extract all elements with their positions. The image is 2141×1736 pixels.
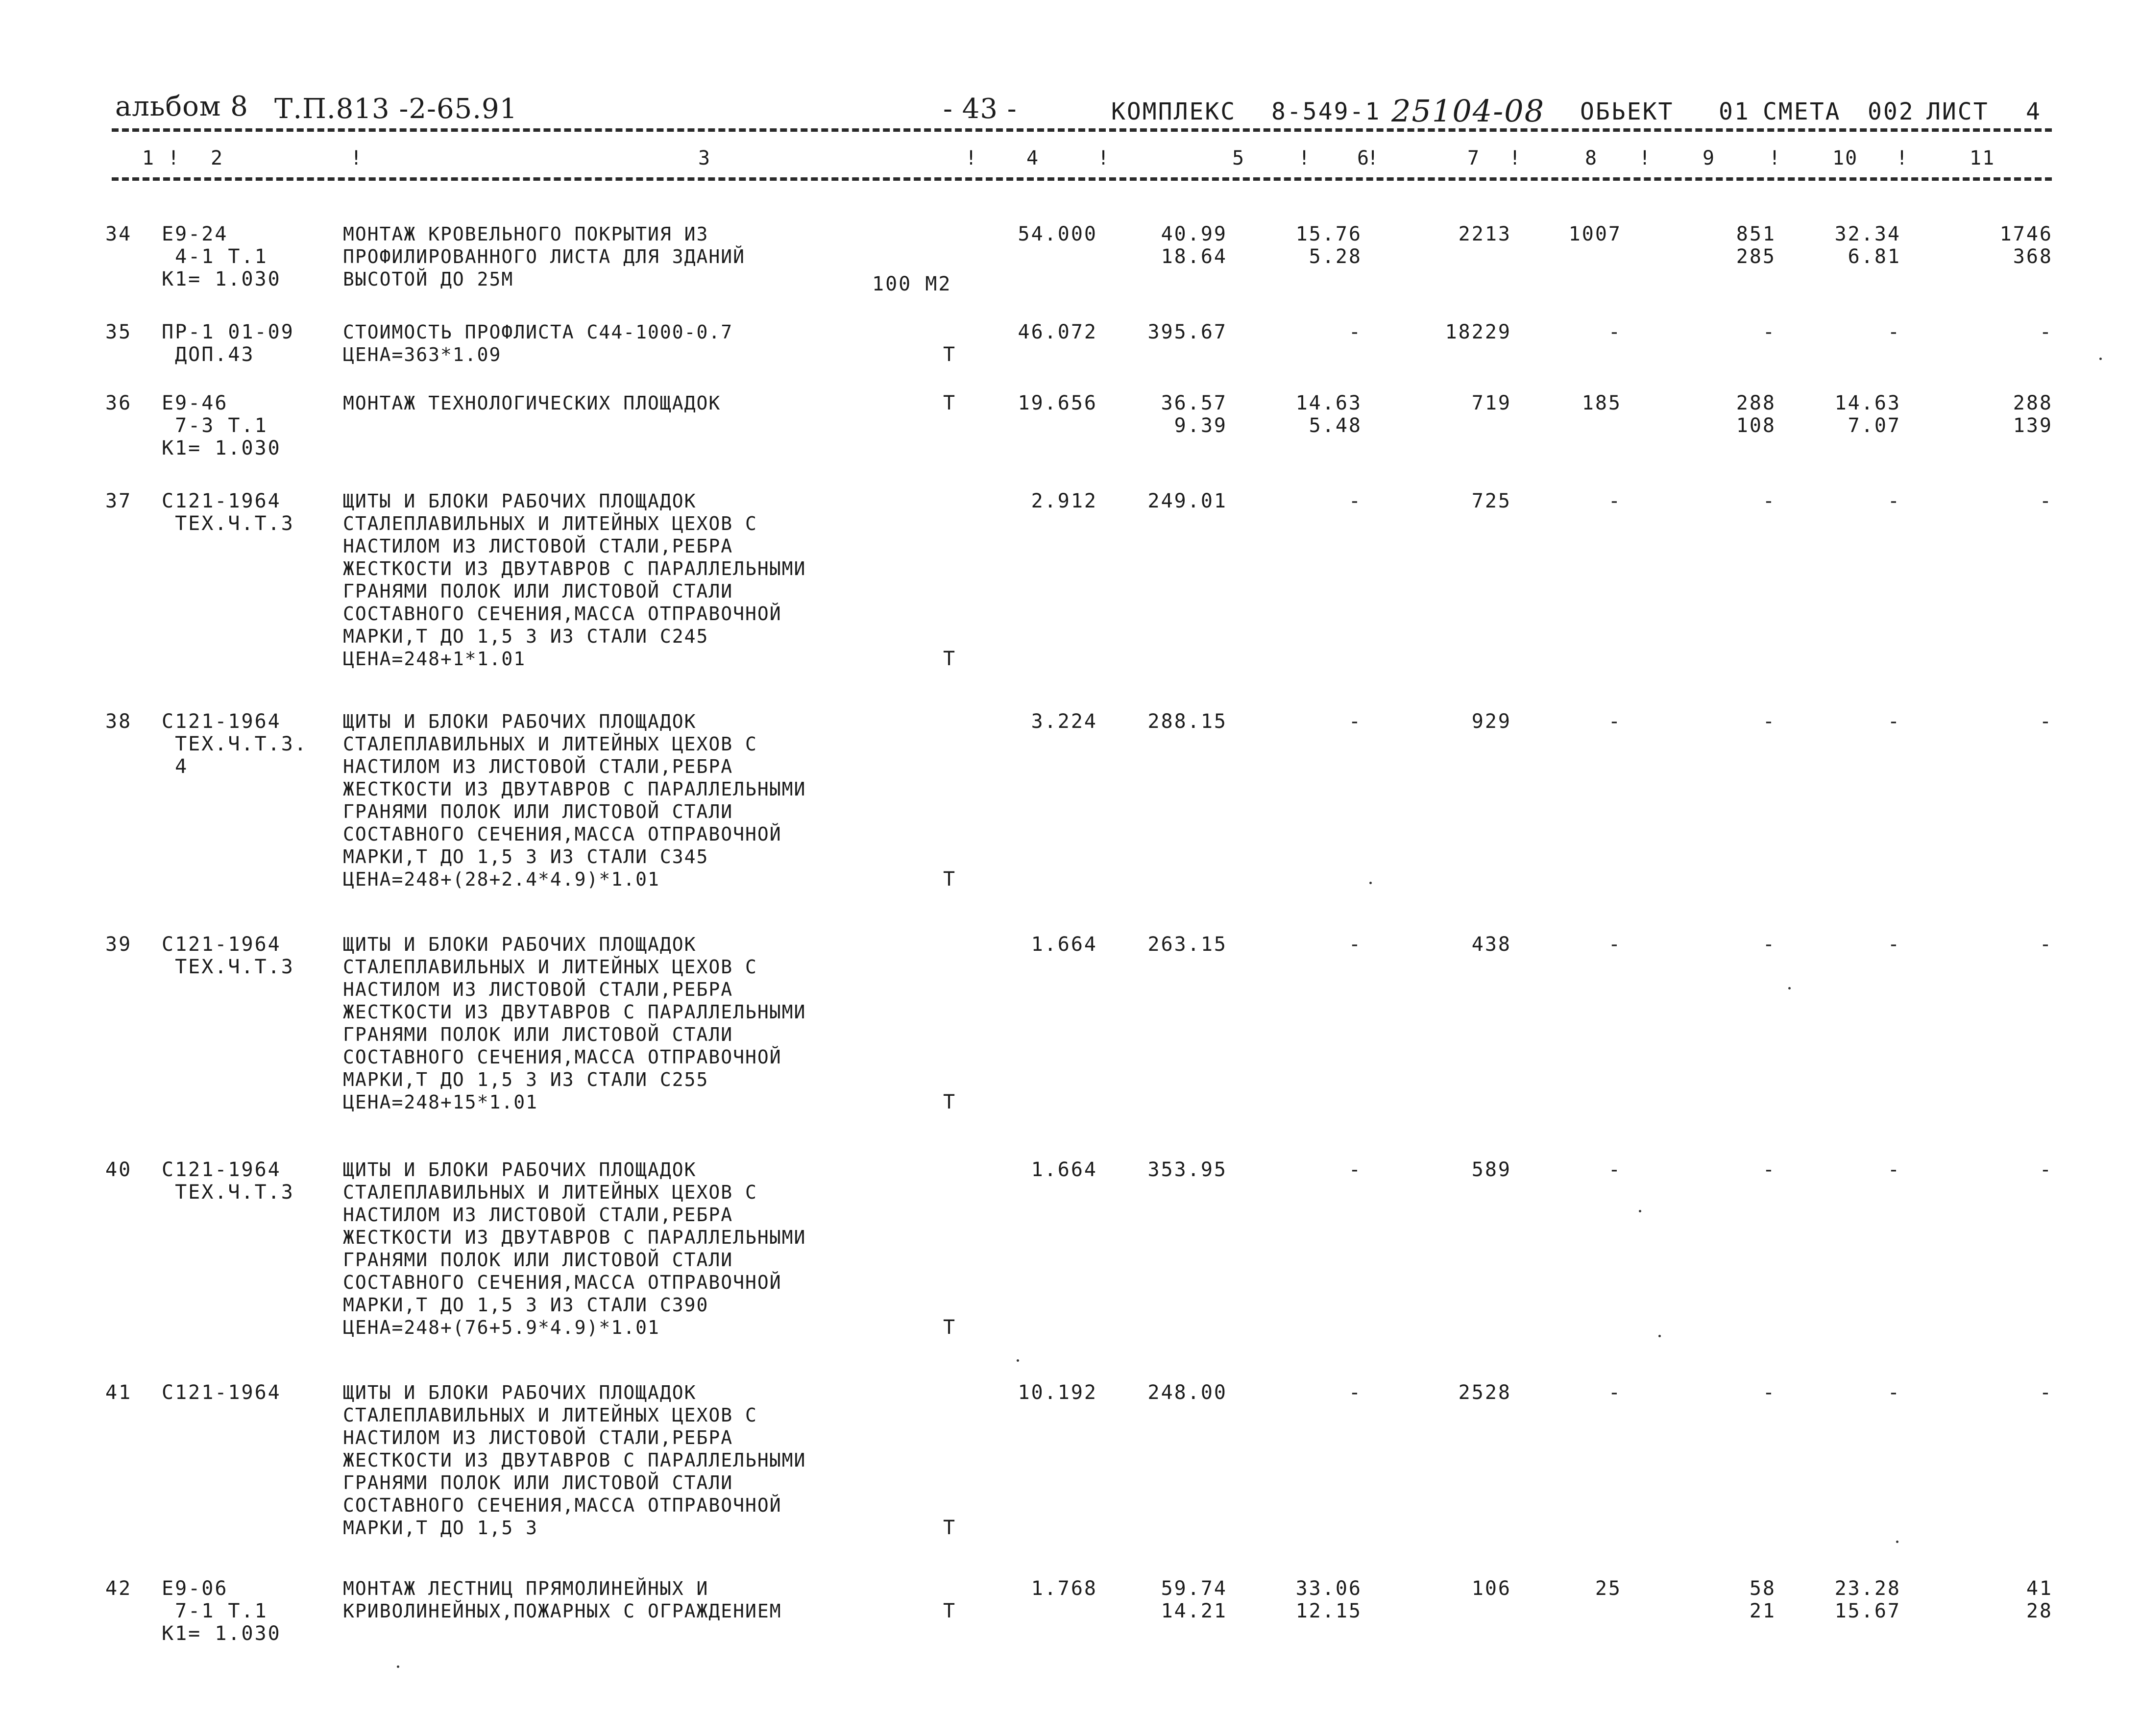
wage-price-cell: - xyxy=(1348,1381,1362,1404)
column-divider: ! xyxy=(1367,147,1380,169)
unit-of-measure: Т xyxy=(943,392,957,414)
quantity-cell: 1.664 xyxy=(1031,1158,1097,1181)
labor-total-cell: - xyxy=(2039,710,2053,733)
unit-price-cell: 248.00 xyxy=(1147,1381,1227,1404)
scan-speck xyxy=(2099,358,2102,360)
quantity-cell: 19.656 xyxy=(1018,392,1097,414)
column-number: 2 xyxy=(211,147,224,169)
column-number: 6 xyxy=(1357,147,1370,169)
wage-price-cell: - xyxy=(1348,933,1362,956)
scan-speck xyxy=(1896,1541,1898,1543)
work-description: СТОИМОСТЬ ПРОФЛИСТА С44-1000-0.7 ЦЕНА=363*1.09 xyxy=(343,321,733,365)
machine-cost-cell: - xyxy=(1762,933,1776,956)
wage-price-cell: - xyxy=(1348,1158,1362,1181)
object-number: 01 xyxy=(1719,98,1750,125)
header-separator xyxy=(112,128,2052,132)
wages-cell: - xyxy=(1608,1381,1622,1404)
estimate-label: СМЕТА xyxy=(1763,98,1841,125)
total-cost-cell: 719 xyxy=(1471,392,1511,414)
unit-price-cell: 395.67 xyxy=(1147,321,1227,343)
norm-code: С121-1964 ТЕХ.Ч.Т.3 xyxy=(162,1158,294,1204)
column-number: 8 xyxy=(1585,147,1598,169)
unit-of-measure: Т xyxy=(943,1091,957,1113)
column-separator xyxy=(112,177,2052,181)
unit-of-measure: Т xyxy=(943,648,957,670)
labor-cost-cell: 23.28 15.67 xyxy=(1834,1577,1901,1622)
column-divider: ! xyxy=(1639,147,1652,169)
machine-cost-cell: - xyxy=(1762,1381,1776,1404)
column-number: 10 xyxy=(1832,147,1858,169)
machine-cost-cell: - xyxy=(1762,710,1776,733)
labor-total-cell: 41 28 xyxy=(2026,1577,2053,1622)
labor-cost-cell: - xyxy=(1887,1381,1901,1404)
norm-code: Е9-46 7-3 Т.1 К1= 1.030 xyxy=(162,392,281,459)
work-description: МОНТАЖ ЛЕСТНИЦ ПРЯМОЛИНЕЙНЫХ И КРИВОЛИНЕЙНЫХ,ПОЖАРНЫХ С ОГРАЖДЕНИЕМ xyxy=(343,1578,782,1622)
column-divider: ! xyxy=(965,147,978,169)
wages-cell: 25 xyxy=(1595,1577,1622,1600)
unit-of-measure: Т xyxy=(943,343,957,366)
work-description: МОНТАЖ КРОВЕЛЬНОГО ПОКРЫТИЯ ИЗ ПРОФИЛИРОВАННОГО ЛИСТА ДЛЯ ЗДАНИЙ ВЫСОТОЙ ДО 25М xyxy=(343,223,745,290)
work-description: ЩИТЫ И БЛОКИ РАБОЧИХ ПЛОЩАДОК СТАЛЕПЛАВИЛЬНЫХ И ЛИТЕЙНЫХ ЦЕХОВ С НАСТИЛОМ ИЗ ЛИСТОВОЙ СТАЛИ,РЕБРА ЖЕСТКОСТИ ИЗ ДВУТАВРОВ С ПАРАЛЛЕЛЬНЫМИ ГРАНЯМИ ПОЛОК ИЛИ ЛИСТОВОЙ СТАЛИ СОСТАВНОГО СЕЧЕНИЯ,МАССА ОТПРАВОЧНОЙ МАРКИ,Т ДО 1,5 3 ИЗ СТАЛИ С345 ЦЕНА=248+(28+2.4*4.9)*1.01 xyxy=(343,711,806,890)
machine-cost-cell: 288 108 xyxy=(1736,392,1776,437)
labor-cost-cell: - xyxy=(1887,710,1901,733)
unit-of-measure: 100 М2 xyxy=(872,273,952,295)
norm-code: Е9-24 4-1 Т.1 К1= 1.030 xyxy=(162,223,281,290)
labor-total-cell: - xyxy=(2039,1158,2053,1181)
row-number: 35 xyxy=(105,321,132,343)
row-number: 42 xyxy=(105,1577,132,1600)
column-number: 3 xyxy=(698,147,711,169)
unit-price-cell: 263.15 xyxy=(1147,933,1227,956)
wage-price-cell: 33.06 12.15 xyxy=(1295,1577,1362,1622)
work-description: ЩИТЫ И БЛОКИ РАБОЧИХ ПЛОЩАДОК СТАЛЕПЛАВИЛЬНЫХ И ЛИТЕЙНЫХ ЦЕХОВ С НАСТИЛОМ ИЗ ЛИСТОВОЙ СТАЛИ,РЕБРА ЖЕСТКОСТИ ИЗ ДВУТАВРОВ С ПАРАЛЛЕЛЬНЫМИ ГРАНЯМИ ПОЛОК ИЛИ ЛИСТОВОЙ СТАЛИ СОСТАВНОГО СЕЧЕНИЯ,МАССА ОТПРАВОЧНОЙ МАРКИ,Т ДО 1,5 3 ИЗ СТАЛИ С245 ЦЕНА=248+1*1.01 xyxy=(343,490,806,670)
column-divider: ! xyxy=(350,147,364,169)
wage-price-cell: - xyxy=(1348,490,1362,512)
quantity-cell: 10.192 xyxy=(1018,1381,1097,1404)
project-code: Т.П.813 -2-65.91 xyxy=(274,93,518,125)
labor-total-cell: - xyxy=(2039,321,2053,343)
labor-total-cell: - xyxy=(2039,490,2053,512)
row-number: 39 xyxy=(105,933,132,956)
complex-label: КОМПЛЕКС xyxy=(1111,98,1237,125)
unit-of-measure: Т xyxy=(943,1517,957,1539)
labor-cost-cell: - xyxy=(1887,933,1901,956)
work-description: МОНТАЖ ТЕХНОЛОГИЧЕСКИХ ПЛОЩАДОК xyxy=(343,392,721,414)
norm-code: С121-1964 ТЕХ.Ч.Т.3 xyxy=(162,490,294,535)
machine-cost-cell: - xyxy=(1762,1158,1776,1181)
total-cost-cell: 589 xyxy=(1471,1158,1511,1181)
row-number: 41 xyxy=(105,1381,132,1404)
scan-speck xyxy=(1017,1359,1019,1362)
column-number: 5 xyxy=(1232,147,1245,169)
wages-cell: 1007 xyxy=(1568,223,1622,245)
machine-cost-cell: 58 21 xyxy=(1749,1577,1776,1622)
unit-price-cell: 249.01 xyxy=(1147,490,1227,512)
total-cost-cell: 929 xyxy=(1471,710,1511,733)
labor-total-cell: - xyxy=(2039,933,2053,956)
row-number: 40 xyxy=(105,1158,132,1181)
labor-cost-cell: 32.34 6.81 xyxy=(1834,223,1901,268)
page-number: - 43 - xyxy=(943,93,1017,125)
norm-code: С121-1964 xyxy=(162,1381,281,1404)
norm-code: С121-1964 ТЕХ.Ч.Т.3 xyxy=(162,933,294,978)
work-description: ЩИТЫ И БЛОКИ РАБОЧИХ ПЛОЩАДОК СТАЛЕПЛАВИЛЬНЫХ И ЛИТЕЙНЫХ ЦЕХОВ С НАСТИЛОМ ИЗ ЛИСТОВОЙ СТАЛИ,РЕБРА ЖЕСТКОСТИ ИЗ ДВУТАВРОВ С ПАРАЛЛЕЛЬНЫМИ ГРАНЯМИ ПОЛОК ИЛИ ЛИСТОВОЙ СТАЛИ СОСТАВНОГО СЕЧЕНИЯ,МАССА ОТПРАВОЧНОЙ МАРКИ,Т ДО 1,5 3 ИЗ СТАЛИ С255 ЦЕНА=248+15*1.01 xyxy=(343,934,806,1113)
norm-code: Е9-06 7-1 Т.1 К1= 1.030 xyxy=(162,1577,281,1645)
norm-code: С121-1964 ТЕХ.Ч.Т.3. 4 xyxy=(162,710,308,778)
quantity-cell: 2.912 xyxy=(1031,490,1097,512)
machine-cost-cell: - xyxy=(1762,321,1776,343)
work-description: ЩИТЫ И БЛОКИ РАБОЧИХ ПЛОЩАДОК СТАЛЕПЛАВИЛЬНЫХ И ЛИТЕЙНЫХ ЦЕХОВ С НАСТИЛОМ ИЗ ЛИСТОВОЙ СТАЛИ,РЕБРА ЖЕСТКОСТИ ИЗ ДВУТАВРОВ С ПАРАЛЛЕЛЬНЫМИ ГРАНЯМИ ПОЛОК ИЛИ ЛИСТОВОЙ СТАЛИ СОСТАВНОГО СЕЧЕНИЯ,МАССА ОТПРАВОЧНОЙ МАРКИ,Т ДО 1,5 3 xyxy=(343,1382,806,1539)
quantity-cell: 54.000 xyxy=(1018,223,1097,245)
wage-price-cell: - xyxy=(1348,321,1362,343)
wages-cell: - xyxy=(1608,710,1622,733)
scan-speck xyxy=(1369,882,1372,884)
album-label: альбом 8 xyxy=(115,91,248,122)
column-number: 1 ! xyxy=(142,147,181,169)
quantity-cell: 1.768 xyxy=(1031,1577,1097,1600)
unit-price-cell: 59.74 14.21 xyxy=(1161,1577,1227,1622)
handwritten-code: 25104-08 xyxy=(1391,93,1545,129)
total-cost-cell: 2528 xyxy=(1458,1381,1511,1404)
wage-price-cell: - xyxy=(1348,710,1362,733)
total-cost-cell: 18229 xyxy=(1445,321,1511,343)
column-divider: ! xyxy=(1896,147,1909,169)
labor-cost-cell: - xyxy=(1887,321,1901,343)
row-number: 38 xyxy=(105,710,132,733)
labor-total-cell: 1746 368 xyxy=(1999,223,2053,268)
estimate-number: 002 xyxy=(1868,98,1915,125)
unit-price-cell: 40.99 18.64 xyxy=(1161,223,1227,268)
wage-price-cell: 14.63 5.48 xyxy=(1295,392,1362,437)
scan-speck xyxy=(1639,1210,1641,1212)
column-divider: ! xyxy=(1509,147,1522,169)
quantity-cell: 3.224 xyxy=(1031,710,1097,733)
machine-cost-cell: 851 285 xyxy=(1736,223,1776,268)
wages-cell: - xyxy=(1608,1158,1622,1181)
sheet-label: ЛИСТ xyxy=(1926,98,1989,125)
norm-code: ПР-1 01-09 ДОП.43 xyxy=(162,321,294,366)
sheet-number: 4 xyxy=(2026,98,2042,125)
column-number: 7 xyxy=(1467,147,1481,169)
column-number: 4 xyxy=(1026,147,1040,169)
labor-total-cell: - xyxy=(2039,1381,2053,1404)
unit-price-cell: 288.15 xyxy=(1147,710,1227,733)
column-number: 11 xyxy=(1970,147,1995,169)
wages-cell: - xyxy=(1608,321,1622,343)
scan-speck xyxy=(1658,1335,1661,1337)
wage-price-cell: 15.76 5.28 xyxy=(1295,223,1362,268)
column-number: 9 xyxy=(1703,147,1716,169)
total-cost-cell: 2213 xyxy=(1458,223,1511,245)
column-divider: ! xyxy=(1298,147,1312,169)
complex-code: 8-549-1 xyxy=(1271,98,1381,125)
unit-of-measure: Т xyxy=(943,1600,957,1622)
labor-cost-cell: 14.63 7.07 xyxy=(1834,392,1901,437)
row-number: 36 xyxy=(105,392,132,414)
object-label: ОБЬЕКТ xyxy=(1580,98,1674,125)
wages-cell: - xyxy=(1608,490,1622,512)
column-divider: ! xyxy=(1097,147,1111,169)
unit-price-cell: 36.57 9.39 xyxy=(1161,392,1227,437)
labor-cost-cell: - xyxy=(1887,1158,1901,1181)
quantity-cell: 46.072 xyxy=(1018,321,1097,343)
scan-speck xyxy=(397,1665,399,1668)
total-cost-cell: 106 xyxy=(1471,1577,1511,1600)
total-cost-cell: 725 xyxy=(1471,490,1511,512)
work-description: ЩИТЫ И БЛОКИ РАБОЧИХ ПЛОЩАДОК СТАЛЕПЛАВИЛЬНЫХ И ЛИТЕЙНЫХ ЦЕХОВ С НАСТИЛОМ ИЗ ЛИСТОВОЙ СТАЛИ,РЕБРА ЖЕСТКОСТИ ИЗ ДВУТАВРОВ С ПАРАЛЛЕЛЬНЫМИ ГРАНЯМИ ПОЛОК ИЛИ ЛИСТОВОЙ СТАЛИ СОСТАВНОГО СЕЧЕНИЯ,МАССА ОТПРАВОЧНОЙ МАРКИ,Т ДО 1,5 3 ИЗ СТАЛИ С390 ЦЕНА=248+(76+5.9*4.9)*1.01 xyxy=(343,1159,806,1338)
column-divider: ! xyxy=(1769,147,1782,169)
total-cost-cell: 438 xyxy=(1471,933,1511,956)
unit-price-cell: 353.95 xyxy=(1147,1158,1227,1181)
quantity-cell: 1.664 xyxy=(1031,933,1097,956)
wages-cell: 185 xyxy=(1581,392,1622,414)
machine-cost-cell: - xyxy=(1762,490,1776,512)
unit-of-measure: Т xyxy=(943,868,957,891)
row-number: 37 xyxy=(105,490,132,512)
scan-speck xyxy=(1788,987,1791,989)
labor-total-cell: 288 139 xyxy=(2013,392,2053,437)
row-number: 34 xyxy=(105,223,132,245)
wages-cell: - xyxy=(1608,933,1622,956)
labor-cost-cell: - xyxy=(1887,490,1901,512)
unit-of-measure: Т xyxy=(943,1316,957,1339)
